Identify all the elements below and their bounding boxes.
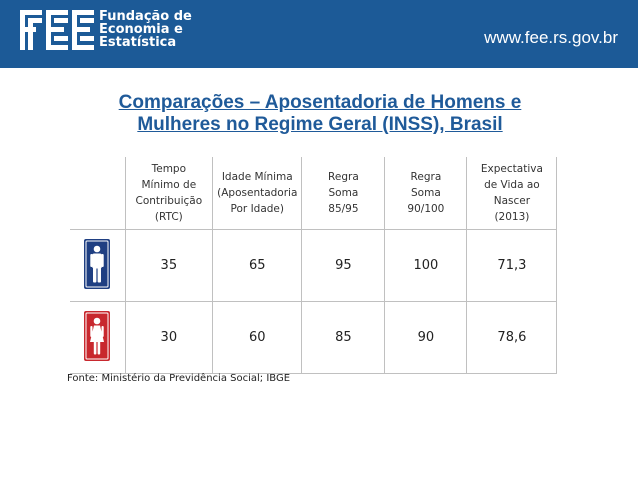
table-row-men — [70, 230, 557, 302]
header-blank-cell — [70, 157, 125, 230]
header-banner — [0, 0, 638, 68]
table-cell: 35 — [125, 230, 213, 302]
fee-logo-icon — [20, 10, 94, 50]
table-cell: 65 — [213, 230, 302, 302]
table-cell: 90 — [385, 302, 467, 374]
slide-title-line-1: Comparações – Aposentadoria de Homens e — [118, 92, 522, 113]
icon-cell — [70, 230, 125, 302]
slide-title-line-2: Mulheres no Regime Geral (INSS), Brasil — [137, 114, 503, 135]
source-note: Fonte: Ministério da Previdência Social; IBGE — [67, 373, 291, 384]
table-row-women — [70, 302, 557, 374]
table-cell: 85 — [302, 302, 385, 374]
table-cell: 60 — [213, 302, 302, 374]
org-name — [99, 10, 192, 49]
column-header: Tempo Mínimo de Contribuição (RTC) — [125, 157, 213, 230]
icon-cell — [70, 302, 125, 374]
table-cell: 71,3 — [467, 230, 557, 302]
org-name-line: Economia e — [99, 22, 183, 37]
column-header: Idade Mínima (Aposentadoria Por Idade) — [213, 157, 302, 230]
table-cell: 100 — [385, 230, 467, 302]
comparison-table — [70, 157, 557, 374]
column-header: Regra Soma 85/95 — [302, 157, 385, 230]
female-icon — [84, 311, 110, 361]
male-icon — [84, 239, 110, 289]
slide-title — [80, 92, 560, 136]
table-cell: 78,6 — [467, 302, 557, 374]
column-header: Expectativa de Vida ao Nascer (2013) — [467, 157, 557, 230]
org-name-line: Fundação de — [99, 9, 192, 24]
table-header-row — [70, 157, 557, 230]
org-name-line: Estatística — [99, 35, 177, 50]
table-cell: 30 — [125, 302, 213, 374]
column-header: Regra Soma 90/100 — [385, 157, 467, 230]
site-url-link[interactable]: www.fee.rs.gov.br — [484, 28, 618, 47]
table-cell: 95 — [302, 230, 385, 302]
